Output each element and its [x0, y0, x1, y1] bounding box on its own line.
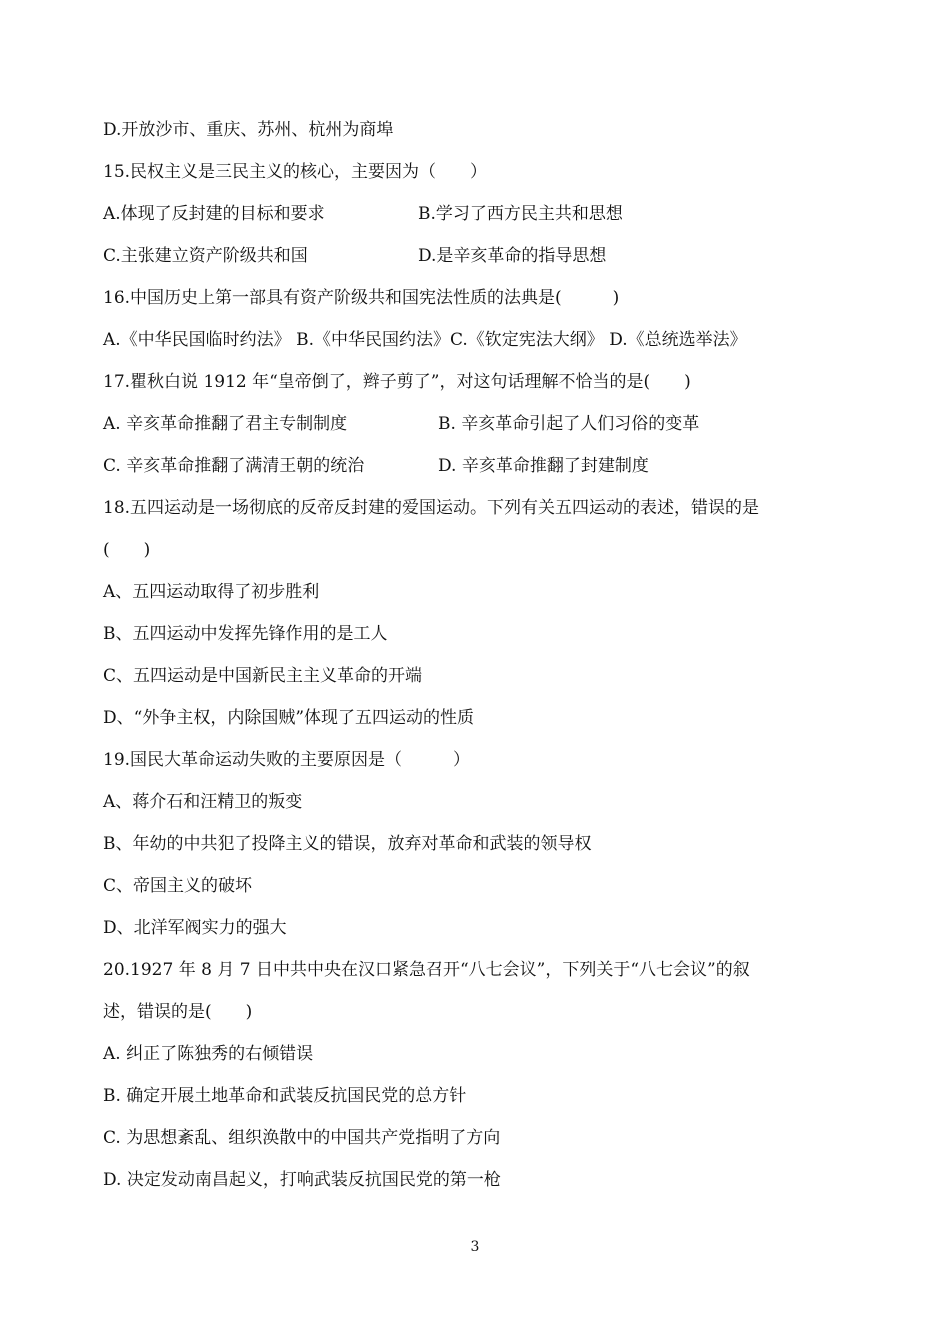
page-number: 3 [470, 1239, 480, 1255]
q20-option-b: B. 确定开展土地革命和武装反抗国民党的总方针 [103, 1086, 467, 1106]
q19-option-c: C、帝国主义的破坏 [103, 876, 253, 896]
q17-option-c: C. 辛亥革命推翻了满清王朝的统治 [103, 456, 365, 476]
q19-option-b: B、年幼的中共犯了投降主义的错误，放弃对革命和武装的领导权 [103, 834, 592, 854]
q18-option-c: C、五四运动是中国新民主主义革命的开端 [103, 666, 423, 686]
q19-stem: 19.国民大革命运动失败的主要原因是（ ） [103, 750, 471, 770]
q17-option-d: D. 辛亥革命推翻了封建制度 [438, 456, 649, 476]
q17-stem: 17.瞿秋白说 1912 年“皇帝倒了，辫子剪了”，对这句话理解不恰当的是( ) [103, 372, 691, 392]
q15-option-a: A.体现了反封建的目标和要求 [103, 204, 325, 224]
q20-stem-line1: 20.1927 年 8 月 7 日中共中央在汉口紧急召开“八七会议”，下列关于“八七会议”的叙 [103, 960, 750, 980]
q14-option-d: D.开放沙市、重庆、苏州、杭州为商埠 [103, 120, 394, 140]
q20-stem-line2: 述，错误的是( ) [103, 1002, 253, 1022]
q20-option-a: A. 纠正了陈独秀的右倾错误 [103, 1044, 314, 1064]
q19-option-d: D、北洋军阀实力的强大 [103, 918, 287, 938]
q15-option-b: B.学习了西方民主共和思想 [418, 204, 623, 224]
q18-option-a: A、五四运动取得了初步胜利 [103, 582, 320, 602]
q16-stem: 16.中国历史上第一部具有资产阶级共和国宪法性质的法典是( ) [103, 288, 620, 308]
q18-option-d: D、“外争主权，内除国贼”体现了五四运动的性质 [103, 708, 475, 728]
q20-option-c: C. 为思想紊乱、组织涣散中的中国共产党指明了方向 [103, 1128, 501, 1148]
q18-stem-line2: ( ) [103, 540, 151, 560]
q16-options: A.《中华民国临时约法》 B.《中华民国约法》C.《钦定宪法大纲》 D.《总统选举法》 [103, 330, 747, 350]
q17-option-a: A. 辛亥革命推翻了君主专制制度 [103, 414, 348, 434]
q15-option-c: C.主张建立资产阶级共和国 [103, 246, 308, 266]
q18-stem-line1: 18.五四运动是一场彻底的反帝反封建的爱国运动。下列有关五四运动的表述，错误的是 [103, 498, 760, 518]
q15-option-d: D.是辛亥革命的指导思想 [418, 246, 607, 266]
q17-option-b: B. 辛亥革命引起了人们习俗的变革 [438, 414, 700, 434]
q20-option-d: D. 决定发动南昌起义，打响武装反抗国民党的第一枪 [103, 1170, 501, 1190]
q15-stem: 15.民权主义是三民主义的核心，主要因为（ ） [103, 162, 488, 182]
q18-option-b: B、五四运动中发挥先锋作用的是工人 [103, 624, 388, 644]
q19-option-a: A、蒋介石和汪精卫的叛变 [103, 792, 303, 812]
